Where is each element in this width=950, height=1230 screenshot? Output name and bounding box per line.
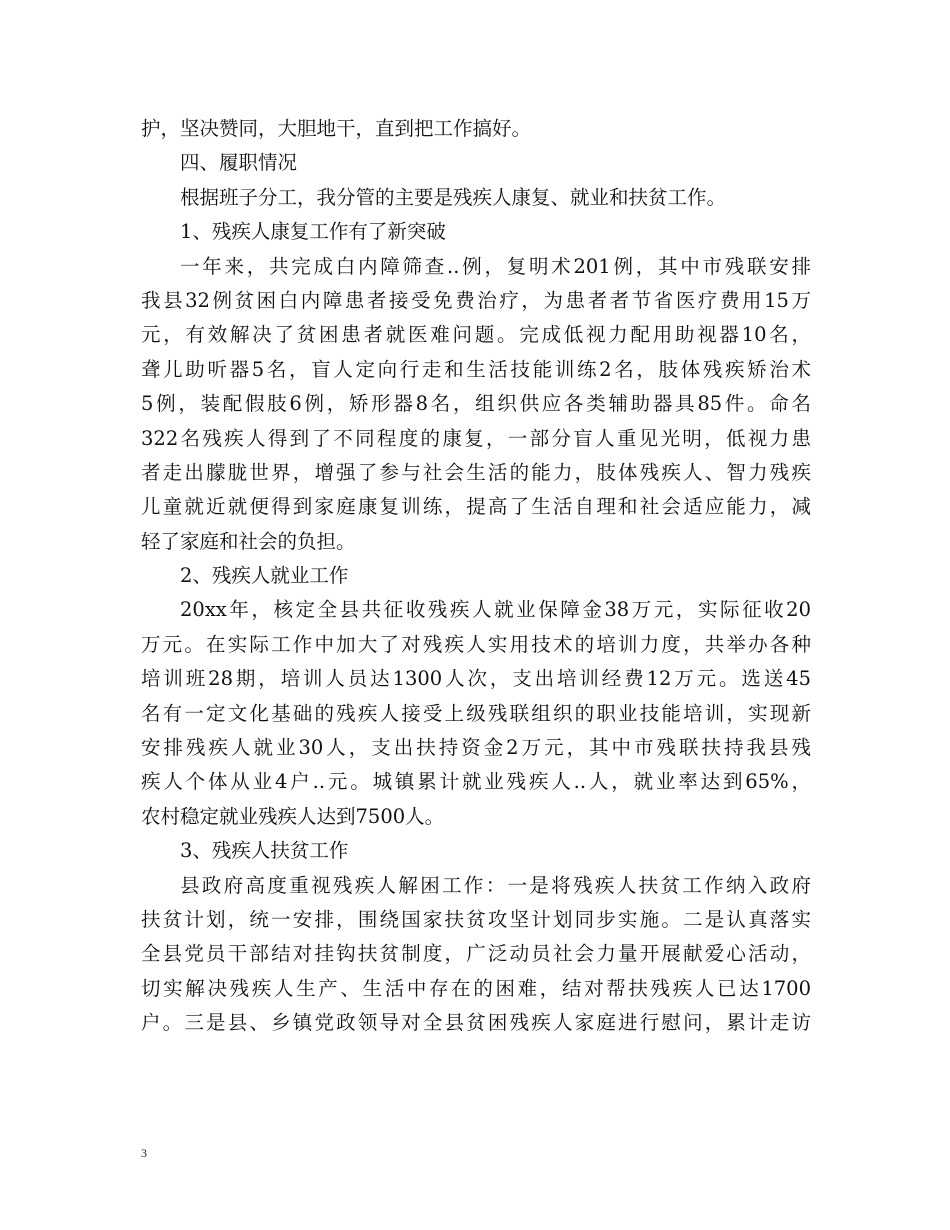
text-line: 3、残疾人扶贫工作 bbox=[180, 839, 349, 863]
text-line: 全县党员干部结对挂钩扶贫制度，广泛动员社会力量开展献爱心活动， bbox=[141, 942, 811, 966]
text-line: 扶贫计划，统一安排，围绕国家扶贫攻坚计划同步实施。二是认真落实 bbox=[141, 907, 811, 931]
text-line: 根据班子分工，我分管的主要是残疾人康复、就业和扶贫工作。 bbox=[180, 185, 727, 209]
text-line: 儿童就近就便得到家庭康复训练，提高了生活自理和社会适应能力，减 bbox=[141, 495, 811, 519]
text-line: 培训班28期，培训人员达1300人次，支出培训经费12万元。选送45 bbox=[141, 667, 811, 691]
text-line: 护，坚决赞同，大胆地干，直到把工作搞好。 bbox=[141, 117, 532, 140]
text-line: 元，有效解决了贫困患者就医难问题。完成低视力配用助视器10名， bbox=[141, 323, 811, 347]
text-line: 我县32例贫困白内障患者接受免费治疗，为患者者节省医疗费用15万 bbox=[141, 288, 811, 312]
text-line: 2、残疾人就业工作 bbox=[180, 564, 349, 588]
page-number: 3 bbox=[141, 1146, 147, 1160]
text-line: 一年来，共完成白内障筛查..例，复明术201例，其中市残联安排 bbox=[180, 254, 811, 278]
text-line: 安排残疾人就业30人，支出扶持资金2万元，其中市残联扶持我县残 bbox=[141, 736, 811, 760]
text-line: 四、履职情况 bbox=[180, 151, 298, 175]
text-line: 县政府高度重视残疾人解困工作：一是将残疾人扶贫工作纳入政府 bbox=[180, 873, 811, 897]
text-line: 名有一定文化基础的残疾人接受上级残联组织的职业技能培训，实现新 bbox=[141, 701, 811, 725]
text-line: 农村稳定就业残疾人达到7500人。 bbox=[141, 804, 445, 828]
text-line: 切实解决残疾人生产、生活中存在的困难，结对帮扶残疾人已达1700 bbox=[141, 976, 811, 1000]
text-line: 1、残疾人康复工作有了新突破 bbox=[180, 220, 446, 244]
text-line: 户。三是县、乡镇党政领导对全县贫困残疾人家庭进行慰问，累计走访 bbox=[141, 1011, 811, 1035]
text-line: 者走出朦胧世界，增强了参与社会生活的能力，肢体残疾人、智力残疾 bbox=[141, 460, 811, 484]
document-body bbox=[141, 112, 811, 1041]
text-line: 20xx年，核定全县共征收残疾人就业保障金38万元，实际征收20 bbox=[180, 598, 811, 622]
text-line: 5例，装配假肢6例，矫形器8名，组织供应各类辅助器具85件。命名 bbox=[141, 392, 811, 416]
text-line: 疾人个体从业4户..元。城镇累计就业残疾人..人，就业率达到65%， bbox=[141, 770, 811, 794]
text-line: 轻了家庭和社会的负担。 bbox=[141, 529, 356, 553]
text-line: 322名残疾人得到了不同程度的康复，一部分盲人重见光明，低视力患 bbox=[141, 426, 811, 450]
text-line: 聋儿助听器5名，盲人定向行走和生活技能训练2名，肢体残疾矫治术 bbox=[141, 357, 811, 381]
text-line: 万元。在实际工作中加大了对残疾人实用技术的培训力度，共举办各种 bbox=[141, 632, 811, 656]
